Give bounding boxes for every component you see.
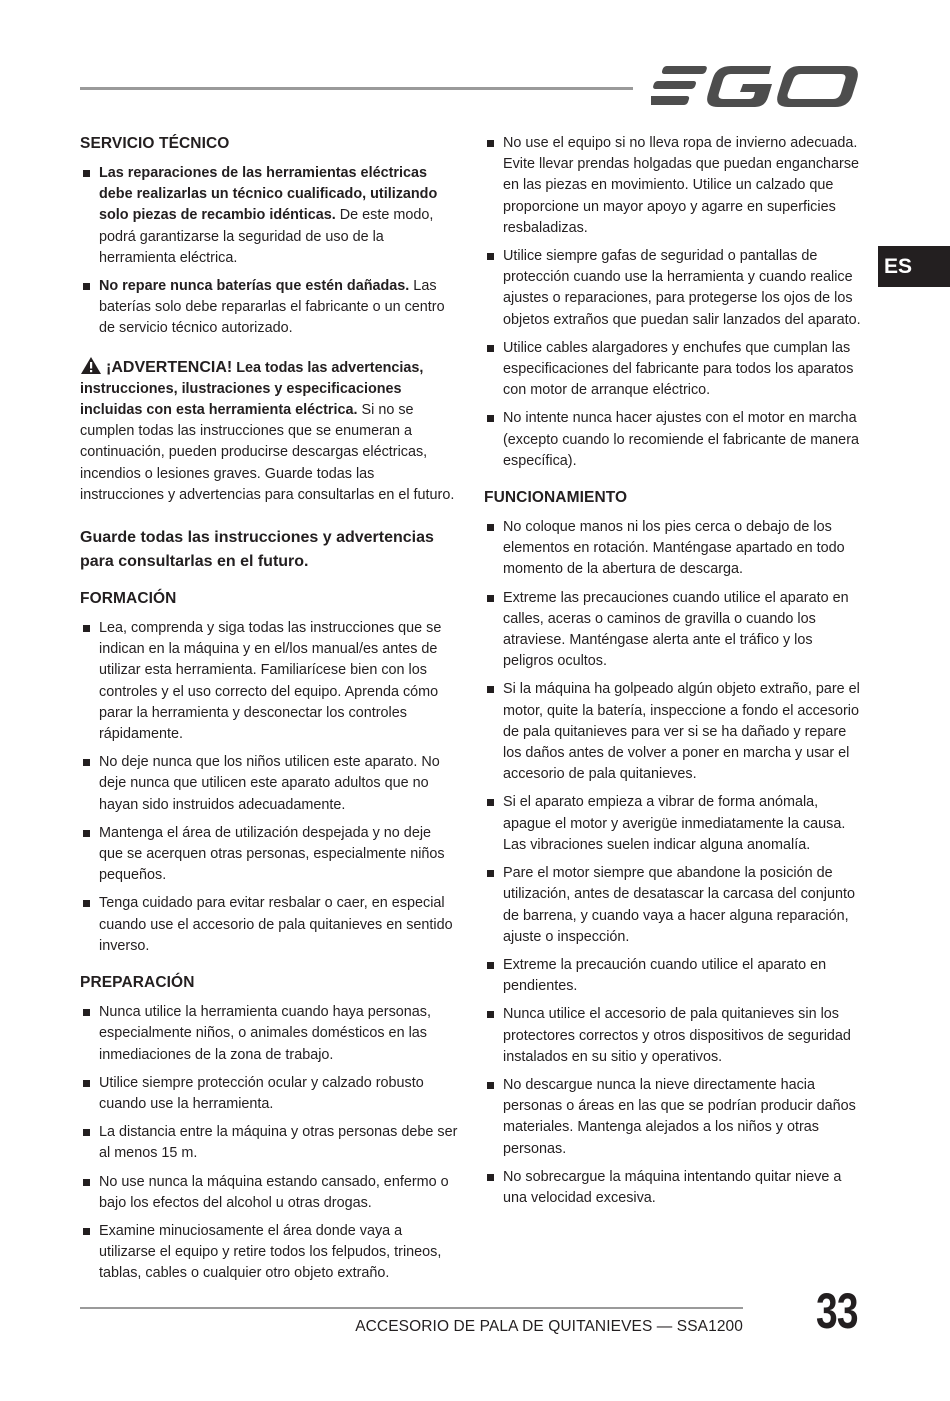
footer-rule — [80, 1307, 743, 1309]
list-item: Pare el motor siempre que abandone la posición de utilización, antes de desatascar la carcasa del conjunto de barrena, y cuando vaya a hacer alguna reparación, ajuste o inspección. — [484, 863, 866, 948]
list-item: Nunca utilice la herramienta cuando haya personas, especialmente niños, o animales domésticos en las inmediaciones de la zona de trabajo. — [80, 1002, 458, 1066]
list-item: Extreme las precauciones cuando utilice el aparato en calles, aceras o caminos de gravilla o cuando los atraviese. Manténgase alerta ante el tráfico y los peligros ocultos. — [484, 588, 866, 673]
ego-logo — [651, 62, 863, 112]
item-bold: No repare nunca baterías que estén dañadas. — [99, 278, 410, 295]
list-item: Si el aparato empieza a vibrar de forma anómala, apague el motor y averigüe inmediatamente la causa. Las vibraciones suelen indicar alguna anomalía. — [484, 792, 866, 856]
right-column — [484, 133, 866, 1216]
list-item: Mantenga el área de utilización despejada y no deje que se acerquen otras personas, especialmente niños pequeños. — [80, 823, 458, 887]
list-item: No intente nunca hacer ajustes con el motor en marcha (excepto cuando lo recomiende el fabricante de manera específica). — [484, 408, 866, 472]
left-column — [80, 133, 458, 1292]
section-title-servicio: SERVICIO TÉCNICO — [80, 135, 230, 152]
section-title-formacion: FORMACIÓN — [80, 590, 177, 608]
preparacion-list — [80, 1002, 458, 1284]
list-item — [80, 276, 458, 340]
list-item: Tenga cuidado para evitar resbalar o caer, en especial cuando use el accesorio de pala quitanieves en sentido inverso. — [80, 893, 458, 957]
list-item: No use el equipo si no lleva ropa de invierno adecuada. Evite llevar prendas holgadas que puedan engancharse en las piezas en movimiento. Utilice un calzado que proporcione un mayor apoyo y agarre en superficies resbaladizas. — [484, 133, 866, 239]
item-text: De este modo, podrá garantizarse la seguridad de uso de la herramienta eléctrica. — [99, 207, 434, 266]
list-item: No deje nunca que los niños utilicen este aparato. No deje nunca que utilicen este aparato adultos que no hayan sido instruidos adecuadamente. — [80, 752, 458, 816]
page-number: 33 — [816, 1283, 858, 1339]
servicio-list — [80, 163, 458, 340]
list-item: Utilice siempre gafas de seguridad o pantallas de protección cuando use la herramienta y cuando realice ajustes o reparaciones, para protegerse los ojos de los objetos extraños que puedan salir lanzados del aparato. — [484, 246, 866, 331]
list-item: Nunca utilice el accesorio de pala quitanieves sin los protectores correctos y otros dispositivos de seguridad instalados en su sitio y operativos. — [484, 1004, 866, 1068]
section-title-funcionamiento: FUNCIONAMIENTO — [484, 489, 628, 507]
language-tab: ES — [878, 246, 950, 287]
list-item: Si la máquina ha golpeado algún objeto extraño, pare el motor, quite la batería, inspeccione a fondo el accesorio de pala quitanieves para ver si se ha dañado y repare los daños antes de volver a poner en marcha y usar el accesorio de pala quitanieves. — [484, 679, 866, 785]
list-item: Extreme la precaución cuando utilice el aparato en pendientes. — [484, 955, 866, 997]
list-item — [80, 163, 458, 269]
formacion-list — [80, 618, 458, 957]
list-item: La distancia entre la máquina y otras personas debe ser al menos 15 m. — [80, 1122, 458, 1164]
warning-text: Si no se cumplen todas las instrucciones que se enumeran a continuación, pueden producirse descargas eléctricas, incendios o lesiones graves. Guarde todas las instrucciones y advertencias para consultarlas en el futuro. — [80, 402, 455, 503]
list-item: Lea, comprenda y siga todas las instrucciones que se indican en la máquina y en el/los manual/es antes de utilizar esta herramienta. Familiarícese bien con los controles y el uso correcto del equipo. Aprenda cómo parar la herramienta y desconectar los controles rápidamente. — [80, 618, 458, 745]
warning-triangle-icon — [80, 356, 102, 375]
item-text: Las baterías solo debe repararlas el fabricante o un centro de servicio técnico autorizado. — [99, 278, 445, 337]
item-bold: Las reparaciones de las herramientas eléctricas debe realizarlas un técnico cualificado, utilizando solo piezas de recambio idénticas. — [99, 165, 438, 224]
warning-title: ¡ADVERTENCIA! — [106, 358, 233, 376]
list-item: No descargue nunca la nieve directamente hacia personas o áreas en las que se podrían producir daños materiales. Mantenga alejados a los niños y otras personas. — [484, 1075, 866, 1160]
list-item: No use nunca la máquina estando cansado, enfermo o bajo los efectos del alcohol u otras drogas. — [80, 1172, 458, 1214]
section-title-preparacion: PREPARACIÓN — [80, 974, 195, 992]
warning-block — [80, 356, 458, 506]
list-item: Examine minuciosamente el área donde vaya a utilizarse el equipo y retire todos los felpudos, trineos, tablas, cables o cualquier otro objeto extraño. — [80, 1221, 458, 1285]
save-instructions-note: Guarde todas las instrucciones y advertencias para consultarlas en el futuro. — [80, 529, 434, 571]
list-item: Utilice siempre protección ocular y calzado robusto cuando use la herramienta. — [80, 1073, 458, 1115]
footer-title: ACCESORIO DE PALA DE QUITANIEVES — SSA1200 — [355, 1318, 743, 1335]
preparacion-cont-list — [484, 133, 866, 472]
header-rule — [80, 87, 633, 90]
list-item: No coloque manos ni los pies cerca o debajo de los elementos en rotación. Manténgase apartado en todo momento de la abertura de descarga. — [484, 517, 866, 581]
list-item: No sobrecargue la máquina intentando quitar nieve a una velocidad excesiva. — [484, 1167, 866, 1209]
funcionamiento-list — [484, 517, 866, 1209]
list-item: Utilice cables alargadores y enchufes que cumplan las especificaciones del fabricante para todos los aparatos con motor de arranque eléctrico. — [484, 338, 866, 402]
warning-bold: Lea todas las advertencias, instrucciones, ilustraciones y especificaciones incluidas con esta herramienta eléctrica. — [80, 359, 424, 419]
